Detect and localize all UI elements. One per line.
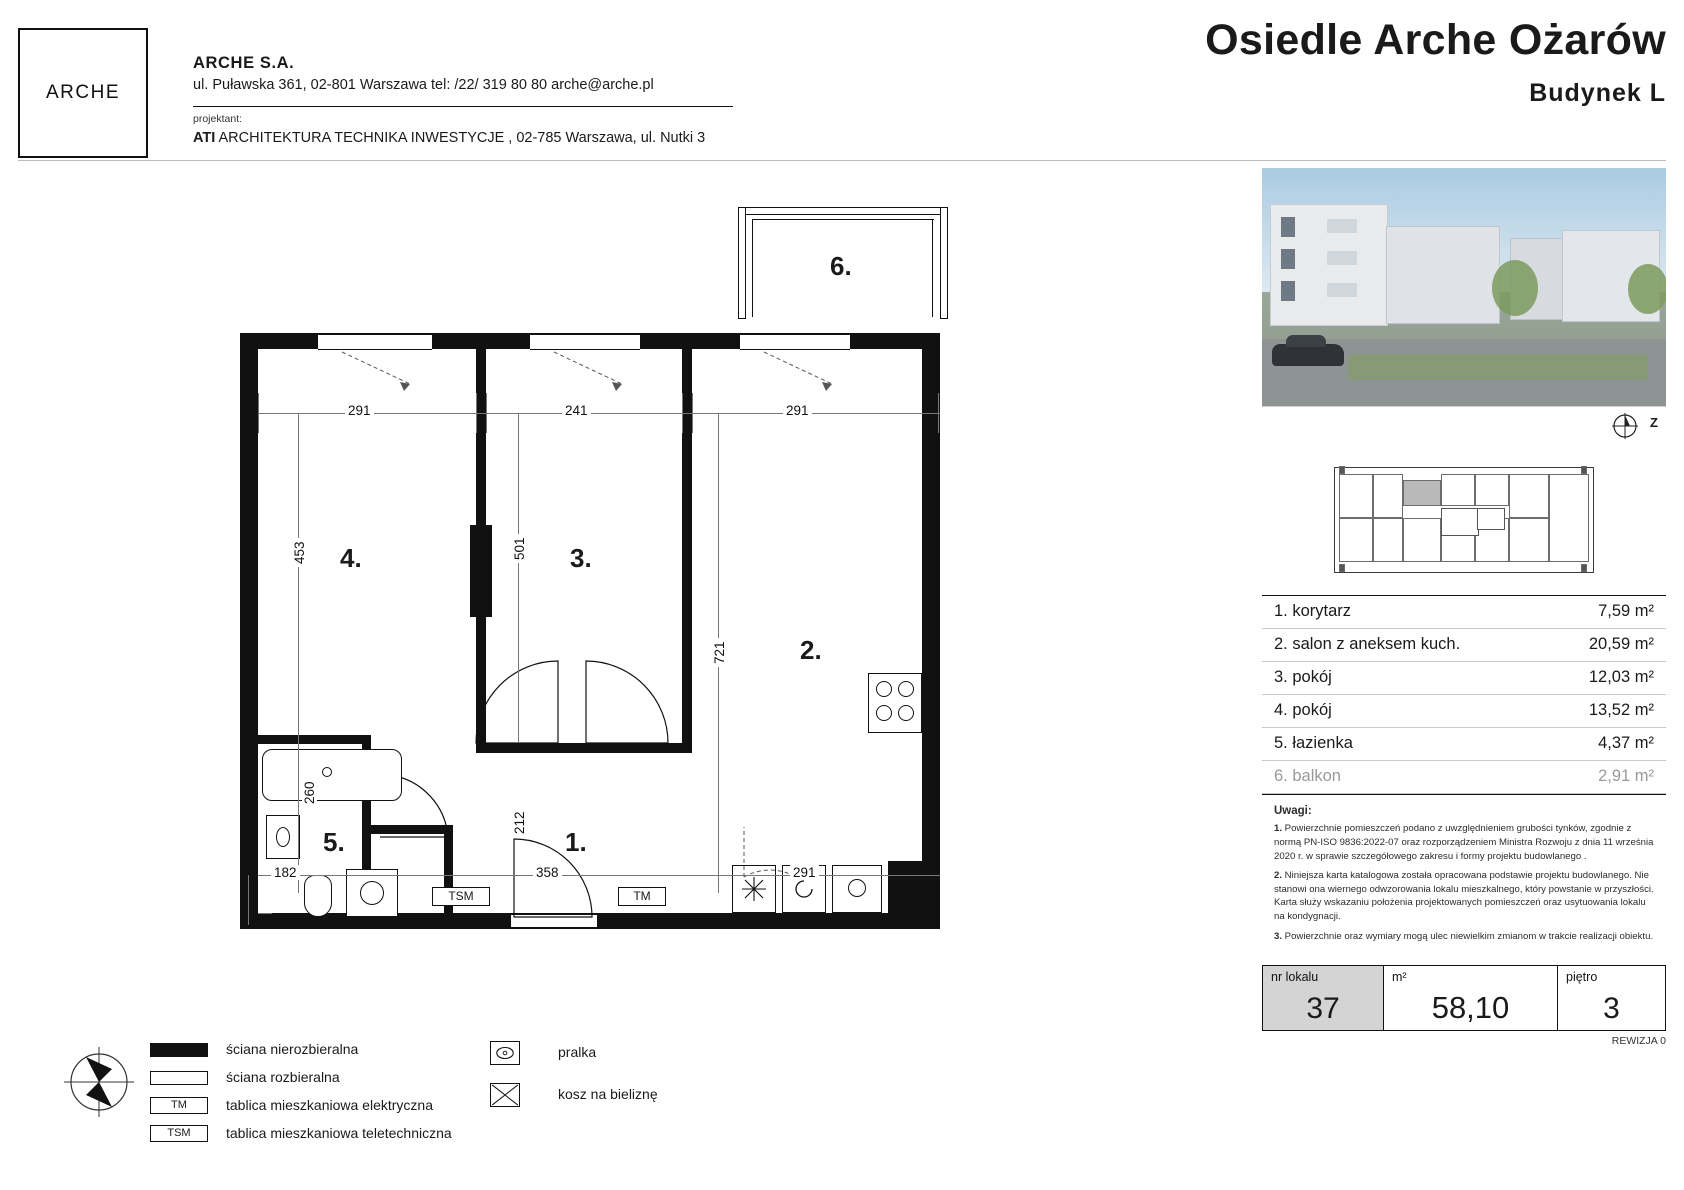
dimension-358: 358 [533, 865, 562, 880]
legend-label-tm: tablica mieszkaniowa elektryczna [226, 1097, 433, 1113]
dimension-tick [486, 393, 487, 433]
legend-tag-tm: TM [150, 1097, 208, 1114]
toilet-icon [304, 875, 332, 917]
dimension-tick [258, 913, 272, 914]
dimension-tick [248, 875, 249, 925]
dimension-line-mid-vert [518, 413, 519, 743]
render-tree [1628, 264, 1666, 314]
kitchen-column [888, 861, 922, 913]
note-2-text: Niniejsza karta katalogowa została opracowana podstawie projektu budowlanego. Nie stanowi ona wiernego odwzorowania lokalu mieszkalnego, który powstanie w przyszłości. Karta służy wskazaniu położenia projektowanych pomieszczeń oraz usytuowania lokalu na kondygnacji. [1274, 870, 1654, 922]
legend-label-laundry-basket: kosz na bieliznę [558, 1086, 658, 1102]
room-name: 4. pokój [1274, 701, 1332, 719]
room-number-1: 1. [565, 827, 587, 857]
apartment-area-label: m² [1392, 970, 1407, 985]
room-name: 1. korytarz [1274, 602, 1352, 620]
legend-label-partition-wall: ściana rozbieralna [226, 1069, 340, 1085]
table-row [1262, 629, 1666, 662]
project-title-block [906, 18, 1666, 108]
legend-swatch-structural-wall [150, 1043, 208, 1057]
dimension-291-top-left: 291 [345, 403, 374, 418]
washer-drum-icon [360, 881, 384, 905]
dimension-tick [476, 393, 477, 433]
table-row [1262, 761, 1666, 794]
room-number-6: 6. [830, 251, 852, 281]
exterior-wall-left [240, 333, 258, 929]
designer-name: ARCHITEKTURA TECHNIKA INWESTYCJE , 02-785 Warszawa, ul. Nutki 3 [218, 130, 706, 146]
building-render-image [1262, 168, 1666, 406]
room-name: 6. balkon [1274, 767, 1341, 785]
interior-wall-bath-top [258, 735, 368, 744]
room-number-5: 5. [323, 827, 345, 857]
company-address: ul. Puławska 361, 02-801 Warszawa tel: /22/ 319 80 80 arche@arche.pl [193, 77, 654, 93]
window-top-2 [530, 334, 640, 350]
wall-pillar [470, 525, 492, 617]
dimension-501: 501 [512, 534, 527, 563]
room-number-3: 3. [570, 543, 592, 573]
dimension-260: 260 [302, 778, 317, 807]
logo-text: ARCHE [45, 82, 120, 103]
dimension-291-bottom: 291 [790, 865, 819, 880]
balcony-inner-line-r [932, 219, 933, 317]
room-schedule-table [1262, 595, 1666, 794]
header-rule [18, 160, 1666, 161]
balcony-rail-right [940, 207, 948, 319]
dimension-tick [938, 393, 939, 433]
apartment-area-cell [1383, 966, 1557, 1030]
dimension-line-bottom [258, 875, 940, 876]
note-1 [1274, 822, 1654, 863]
apartment-floor-label: piętro [1566, 970, 1598, 985]
room-area: 12,03 m² [1588, 668, 1654, 686]
note-2-num: 2. [1274, 870, 1283, 882]
north-arrow-box [1262, 406, 1666, 445]
key-plan-diagram [1334, 467, 1594, 573]
tag-tsm: TSM [432, 887, 490, 906]
door-swing-room4-icon [470, 655, 562, 747]
dimension-453: 453 [292, 538, 307, 567]
render-lawn [1348, 354, 1648, 380]
legend-washer-icon [490, 1041, 520, 1065]
dimension-721: 721 [712, 638, 727, 667]
dimension-291-top-right: 291 [783, 403, 812, 418]
burner-icon [898, 681, 914, 697]
notes-block [1262, 794, 1666, 959]
balcony-inner-line-l [752, 219, 753, 317]
window-top-1 [318, 334, 432, 350]
window-balcony-door [740, 334, 850, 350]
table-row [1262, 596, 1666, 629]
table-row [1262, 662, 1666, 695]
page-header [18, 18, 1666, 148]
apartment-area-value: 58,10 [1431, 990, 1510, 1026]
interior-wall-3-2 [682, 349, 692, 753]
window-swing-icon [762, 350, 872, 400]
room-area: 2,91 m² [1598, 767, 1654, 785]
apartment-floor-value: 3 [1603, 992, 1620, 1026]
room-number-4: 4. [340, 543, 362, 573]
key-plan-box [1262, 445, 1666, 595]
room-area: 20,59 m² [1588, 635, 1654, 653]
arche-logo [18, 28, 148, 158]
compass-icon [1610, 411, 1640, 441]
note-2 [1274, 869, 1654, 923]
company-block [193, 54, 933, 93]
balcony-rail-left [738, 207, 746, 319]
dimension-line-left-vert [298, 413, 299, 893]
room-name: 3. pokój [1274, 668, 1332, 686]
dimension-212: 212 [512, 808, 527, 837]
notes-title: Uwagi: [1274, 805, 1312, 817]
cooktop-icon [868, 673, 922, 733]
table-row [1262, 695, 1666, 728]
balcony-inner-line [752, 219, 934, 220]
bathtub-icon [262, 749, 402, 801]
designer-abbr: ATI [193, 130, 216, 146]
dimension-241-top-mid: 241 [562, 403, 591, 418]
burner-icon [898, 705, 914, 721]
table-row [1262, 728, 1666, 761]
dimension-182: 182 [271, 865, 300, 880]
room-name: 5. łazienka [1274, 734, 1353, 752]
apartment-floor-cell [1557, 966, 1665, 1030]
sink-bowl-icon [276, 827, 290, 847]
dimension-tick [258, 393, 259, 433]
company-name: ARCHE S.A. [193, 54, 295, 72]
room-area: 7,59 m² [1598, 602, 1654, 620]
apartment-summary [1262, 965, 1666, 1031]
door-swing-room3-icon [580, 655, 680, 747]
kitchen-sink-bowl-icon [848, 879, 866, 897]
render-car [1272, 344, 1344, 366]
room-area: 13,52 m² [1588, 701, 1654, 719]
note-3-text: Powierzchnie oraz wymiary mogą ulec niewielkim zmianom w trakcie realizacji obiektu. [1282, 930, 1654, 942]
legend-laundry-basket-icon [490, 1083, 520, 1107]
burner-icon [876, 681, 892, 697]
designer-label: projektant: [193, 113, 243, 125]
designer-info [193, 130, 705, 146]
legend-compass-icon [60, 1043, 138, 1121]
page-title: Osiedle Arche Ożarów [1205, 16, 1666, 64]
header-divider [193, 106, 733, 107]
room-name: 2. salon z aneksem kuch. [1274, 635, 1461, 653]
legend-tag-tsm: TSM [150, 1125, 208, 1142]
note-1-num: 1. [1274, 823, 1283, 835]
dimension-tick [692, 393, 693, 433]
legend-label-structural-wall: ściana nierozbieralna [226, 1041, 359, 1057]
apartment-number-value: 37 [1306, 992, 1340, 1026]
floor-plan [40, 175, 1220, 1005]
revision-label: REWIZJA 0 [1611, 1035, 1666, 1048]
apartment-number-cell [1263, 966, 1383, 1030]
apartment-number-label: nr lokalu [1271, 970, 1319, 985]
room-area: 4,37 m² [1598, 734, 1654, 752]
north-label: Z [1650, 415, 1658, 430]
note-3-num: 3. [1274, 930, 1283, 942]
render-building-mid [1386, 226, 1500, 324]
window-swing-icon [340, 350, 450, 400]
legend-label-washer: pralka [558, 1044, 597, 1060]
legend-label-tsm: tablica mieszkaniowa teletechniczna [226, 1125, 452, 1141]
room-number-2: 2. [800, 635, 822, 665]
note-3 [1274, 930, 1654, 944]
bathtub-drain-icon [322, 767, 332, 777]
tag-tm: TM [618, 887, 666, 906]
dimension-tick [682, 393, 683, 433]
right-column [1262, 168, 1666, 1047]
legend [40, 1035, 1220, 1165]
building-label: Budynek L [1529, 79, 1666, 108]
burner-icon [876, 705, 892, 721]
balcony-rail-top [738, 207, 948, 215]
render-building-left [1270, 204, 1388, 326]
window-swing-icon [552, 350, 662, 400]
note-1-text: Powierzchnie pomieszczeń podano z uwzględnieniem grubości tynków, zgodnie z normą PN-ISO 9836:2022-07 oraz rozporządzeniem Ministra Rozwoju z dnia 11 września 2020 r. w sprawie szczegółowego zakresu i formy projektu budowlanego . [1274, 823, 1654, 862]
legend-swatch-partition-wall [150, 1071, 208, 1085]
render-tree [1492, 260, 1538, 316]
